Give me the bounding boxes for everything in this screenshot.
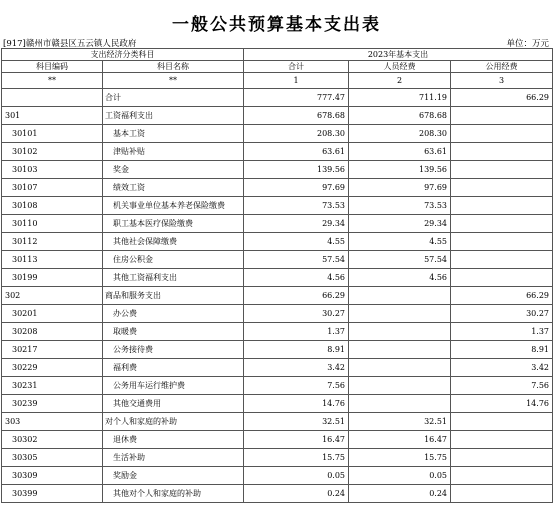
cell-total: 139.56 (244, 161, 349, 179)
table-row (2, 107, 553, 125)
header-index-row (2, 73, 553, 89)
cell-code: 30309 (2, 467, 103, 485)
cell-name: 奖金 (103, 161, 244, 179)
cell-personnel: 711.19 (349, 89, 451, 107)
cell-name: 其他对个人和家庭的补助 (103, 485, 244, 503)
cell-name: 福利费 (103, 359, 244, 377)
header-code: 科目编码 (2, 61, 103, 73)
cell-total: 208.30 (244, 125, 349, 143)
table-row (2, 233, 553, 251)
cell-code: 30302 (2, 431, 103, 449)
cell-public (451, 485, 553, 503)
cell-personnel: 678.68 (349, 107, 451, 125)
cell-code: 30399 (2, 485, 103, 503)
cell-public (451, 413, 553, 431)
cell-public (451, 107, 553, 125)
header-name: 科目名称 (103, 61, 244, 73)
cell-name: 其他工资福利支出 (103, 269, 244, 287)
header-personnel: 人员经费 (349, 61, 451, 73)
cell-total: 73.53 (244, 197, 349, 215)
cell-code: 30229 (2, 359, 103, 377)
cell-personnel: 0.05 (349, 467, 451, 485)
cell-total: 32.51 (244, 413, 349, 431)
cell-code: 30305 (2, 449, 103, 467)
index-personnel: 2 (349, 73, 451, 89)
cell-total: 29.34 (244, 215, 349, 233)
cell-public (451, 215, 553, 233)
header-total: 合计 (244, 61, 349, 73)
cell-name: 津贴补贴 (103, 143, 244, 161)
cell-public: 8.91 (451, 341, 553, 359)
cell-total: 0.05 (244, 467, 349, 485)
cell-public: 7.56 (451, 377, 553, 395)
cell-total: 7.56 (244, 377, 349, 395)
cell-personnel (349, 287, 451, 305)
cell-total: 4.55 (244, 233, 349, 251)
cell-public (451, 179, 553, 197)
cell-public (451, 197, 553, 215)
table-body (2, 89, 553, 503)
cell-code: 30201 (2, 305, 103, 323)
table-row (2, 485, 553, 503)
cell-code: 30107 (2, 179, 103, 197)
cell-code: 30199 (2, 269, 103, 287)
cell-code: 30101 (2, 125, 103, 143)
cell-name: 绩效工资 (103, 179, 244, 197)
cell-total: 14.76 (244, 395, 349, 413)
cell-personnel (349, 359, 451, 377)
cell-public: 3.42 (451, 359, 553, 377)
table-row (2, 125, 553, 143)
cell-code: 30110 (2, 215, 103, 233)
cell-code: 301 (2, 107, 103, 125)
cell-name: 其他社会保障缴费 (103, 233, 244, 251)
cell-personnel: 139.56 (349, 161, 451, 179)
header-group-year: 2023年基本支出 (244, 49, 553, 61)
cell-personnel (349, 323, 451, 341)
cell-total: 63.61 (244, 143, 349, 161)
cell-code: 30208 (2, 323, 103, 341)
index-public: 3 (451, 73, 553, 89)
cell-name: 工资福利支出 (103, 107, 244, 125)
cell-code: 30217 (2, 341, 103, 359)
cell-public: 66.29 (451, 89, 553, 107)
table-row (2, 359, 553, 377)
cell-personnel (349, 395, 451, 413)
cell-name: 退休费 (103, 431, 244, 449)
cell-public: 1.37 (451, 323, 553, 341)
table-row (2, 413, 553, 431)
table-row (2, 269, 553, 287)
cell-code: 30103 (2, 161, 103, 179)
cell-total: 8.91 (244, 341, 349, 359)
table-row (2, 323, 553, 341)
table-row (2, 377, 553, 395)
cell-public (451, 269, 553, 287)
cell-personnel: 32.51 (349, 413, 451, 431)
header-group-row (2, 49, 553, 61)
cell-personnel: 208.30 (349, 125, 451, 143)
cell-code: 30239 (2, 395, 103, 413)
index-code: ** (2, 73, 103, 89)
cell-total: 4.56 (244, 269, 349, 287)
table-row (2, 305, 553, 323)
cell-name: 职工基本医疗保险缴费 (103, 215, 244, 233)
organization-label: [917]赣州市赣县区五云镇人民政府 (3, 39, 137, 49)
cell-personnel: 73.53 (349, 197, 451, 215)
cell-total: 30.27 (244, 305, 349, 323)
cell-public: 14.76 (451, 395, 553, 413)
cell-name: 办公费 (103, 305, 244, 323)
cell-total: 777.47 (244, 89, 349, 107)
cell-total: 57.54 (244, 251, 349, 269)
unit-label: 单位：万元 (506, 39, 549, 49)
cell-total: 0.24 (244, 485, 349, 503)
cell-public (451, 251, 553, 269)
cell-personnel: 0.24 (349, 485, 451, 503)
cell-code: 302 (2, 287, 103, 305)
index-name: ** (103, 73, 244, 89)
table-row (2, 143, 553, 161)
cell-total: 1.37 (244, 323, 349, 341)
cell-public: 30.27 (451, 305, 553, 323)
cell-public (451, 233, 553, 251)
cell-public (451, 449, 553, 467)
cell-name: 奖励金 (103, 467, 244, 485)
cell-public (451, 161, 553, 179)
cell-personnel: 16.47 (349, 431, 451, 449)
table-row (2, 161, 553, 179)
cell-name: 取暖费 (103, 323, 244, 341)
table-row (2, 215, 553, 233)
cell-total: 97.69 (244, 179, 349, 197)
table-row (2, 89, 553, 107)
cell-code: 30113 (2, 251, 103, 269)
cell-total: 16.47 (244, 431, 349, 449)
cell-personnel (349, 377, 451, 395)
cell-name: 住房公积金 (103, 251, 244, 269)
cell-total: 15.75 (244, 449, 349, 467)
cell-code (2, 89, 103, 107)
cell-personnel: 57.54 (349, 251, 451, 269)
cell-personnel: 63.61 (349, 143, 451, 161)
cell-public (451, 143, 553, 161)
cell-code: 30108 (2, 197, 103, 215)
cell-personnel (349, 305, 451, 323)
cell-personnel (349, 341, 451, 359)
page-title: 一般公共预算基本支出表 (172, 15, 381, 35)
cell-code: 30112 (2, 233, 103, 251)
cell-name: 对个人和家庭的补助 (103, 413, 244, 431)
index-total: 1 (244, 73, 349, 89)
cell-personnel: 15.75 (349, 449, 451, 467)
cell-name: 公务用车运行维护费 (103, 377, 244, 395)
cell-name: 商品和服务支出 (103, 287, 244, 305)
cell-public (451, 467, 553, 485)
cell-public: 66.29 (451, 287, 553, 305)
cell-name: 机关事业单位基本养老保险缴费 (103, 197, 244, 215)
cell-name: 其他交通费用 (103, 395, 244, 413)
header-public: 公用经费 (451, 61, 553, 73)
cell-total: 66.29 (244, 287, 349, 305)
cell-code: 30102 (2, 143, 103, 161)
cell-code: 303 (2, 413, 103, 431)
table-row (2, 467, 553, 485)
cell-personnel: 4.56 (349, 269, 451, 287)
cell-personnel: 4.55 (349, 233, 451, 251)
cell-total: 3.42 (244, 359, 349, 377)
cell-public (451, 431, 553, 449)
expenditure-table (1, 48, 553, 503)
cell-code: 30231 (2, 377, 103, 395)
table-row (2, 395, 553, 413)
cell-name: 合计 (103, 89, 244, 107)
cell-personnel: 29.34 (349, 215, 451, 233)
table-row (2, 431, 553, 449)
cell-personnel: 97.69 (349, 179, 451, 197)
table-row (2, 251, 553, 269)
cell-name: 公务接待费 (103, 341, 244, 359)
cell-public (451, 125, 553, 143)
table-row (2, 287, 553, 305)
header-group-classification: 支出经济分类科目 (2, 49, 244, 61)
table-row (2, 449, 553, 467)
table-row (2, 179, 553, 197)
table-row (2, 197, 553, 215)
cell-name: 生活补助 (103, 449, 244, 467)
cell-total: 678.68 (244, 107, 349, 125)
cell-name: 基本工资 (103, 125, 244, 143)
header-column-row (2, 61, 553, 73)
table-row (2, 341, 553, 359)
